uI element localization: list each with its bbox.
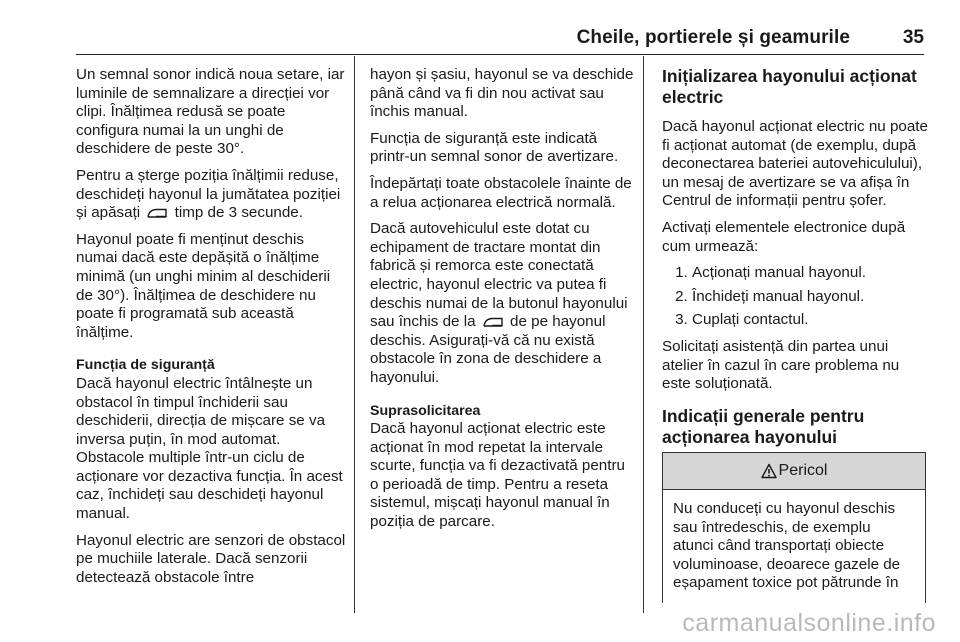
warning-box [662,452,926,603]
paragraph: hayon și șasiu, hayonul se va deschide până când va fi din nou activat sau închis manual. [370,66,634,121]
steps-list [662,264,930,330]
tailgate-key-icon [146,207,168,219]
column-2 [370,66,636,540]
column-divider-1 [354,56,355,613]
paragraph-text: timp de 3 secunde. [174,204,303,222]
page-header [0,0,960,56]
paragraph [76,356,348,523]
watermark: carmanualsonline.info [682,609,936,637]
tailgate-key-icon [482,316,504,328]
paragraph [370,402,636,532]
paragraph [76,167,348,223]
paragraph: Solicitați asistență din partea unui atelier în cazul în care problema nu este soluționată. [662,337,900,393]
paragraph [370,220,636,387]
paragraph: Un semnal sonor indică noua setare, iar luminile de semnalizare a direcției vor clipi. Înălțimea redusă se poate configura numai la un unghi de deschidere de peste 30°. [76,66,345,158]
column-divider-2 [643,56,644,613]
list-item: 2. Închideți manual hayonul. [692,288,930,307]
paragraph: Activați elementele electronice după cum urmează: [662,218,906,255]
paragraph-text: Pentru a șterge poziția înălțimii reduse, deschideți hayonul la jumătatea poziției și apăsați [76,166,341,222]
warning-header [663,453,925,490]
chapter-title: Cheile, portierele și geamurile [576,27,850,48]
paragraph-text: Dacă hayonul acționat electric este acționat în mod repetat la intervale scurte, funcția va fi dezactivată pentru o perioadă de timp. Pentru a reseta sistemul, mișcați hayonul manual în poziția de parcare. [370,420,625,531]
paragraph: Îndepărtați toate obstacolele înainte de a relua acționarea electrică normală. [370,174,632,211]
column-3 [662,66,930,458]
paragraph: Funcția de siguranță este indicată printr-un semnal sonor de avertizare. [370,129,619,166]
warning-triangle-icon [761,463,777,479]
section-title-initialization: Inițializarea hayonului acționat electric [662,66,917,107]
list-item: 3. Cuplați contactul. [692,311,930,330]
paragraph: Hayonul electric are senzori de obstacol pe muchiile laterale. Dacă senzorii detectează obstacole între [76,531,346,586]
warning-text: Nu conduceți cu hayonul deschis sau întredeschis, de exemplu atunci când transportați obiecte voluminoase, deoarece gazele de eșapament toxice pot pătrunde în [673,500,901,592]
list-item: 1. Acționați manual hayonul. [692,264,930,283]
warning-label: Pericol [778,462,828,479]
header-divider [76,54,924,55]
paragraph: Dacă hayonul acționat electric nu poate fi acționat automat (de exemplu, după deconectarea bateriei autovehiculului), un mesaj de avertizare se va afișa în Centrul de informații pentru șofer. [662,118,928,210]
section-title-general: Indicații generale pentru acționarea hayonului [662,405,865,447]
page-number: 35 [902,27,924,48]
subheading-safety: Funcția de siguranță [76,357,215,374]
paragraph: Hayonul poate fi menținut deschis numai dacă este depășită o înălțime minimă (un unghi minim al deschiderii de 30°). Înălțimea de deschidere nu poate fi programată sub această înălțime. [76,230,331,341]
column-1 [76,66,348,595]
paragraph-text: Dacă hayonul electric întâlnește un obstacol în timpul închiderii sau deschiderii, direcția de mișcare se va inversa puțin, în mod automat. Obstacole multiple într-un ciclu de acționare vor dezactiva funcția. În acest caz, închideți sau deschideți hayonul manual. [76,374,343,523]
subheading-overload: Suprasolicitarea [370,402,481,419]
paragraph-text: Dacă autovehiculul este dotat cu echipament de tractare montat din fabrică și remorca este conectată electric, hayonul electric va putea fi deschis numai de la butonul hayonului sau închis de la [370,220,628,331]
paragraph-text: de pe hayonul deschis. Asigurați-vă că nu există obstacole în zona de deschidere a hayonului. [370,313,606,386]
